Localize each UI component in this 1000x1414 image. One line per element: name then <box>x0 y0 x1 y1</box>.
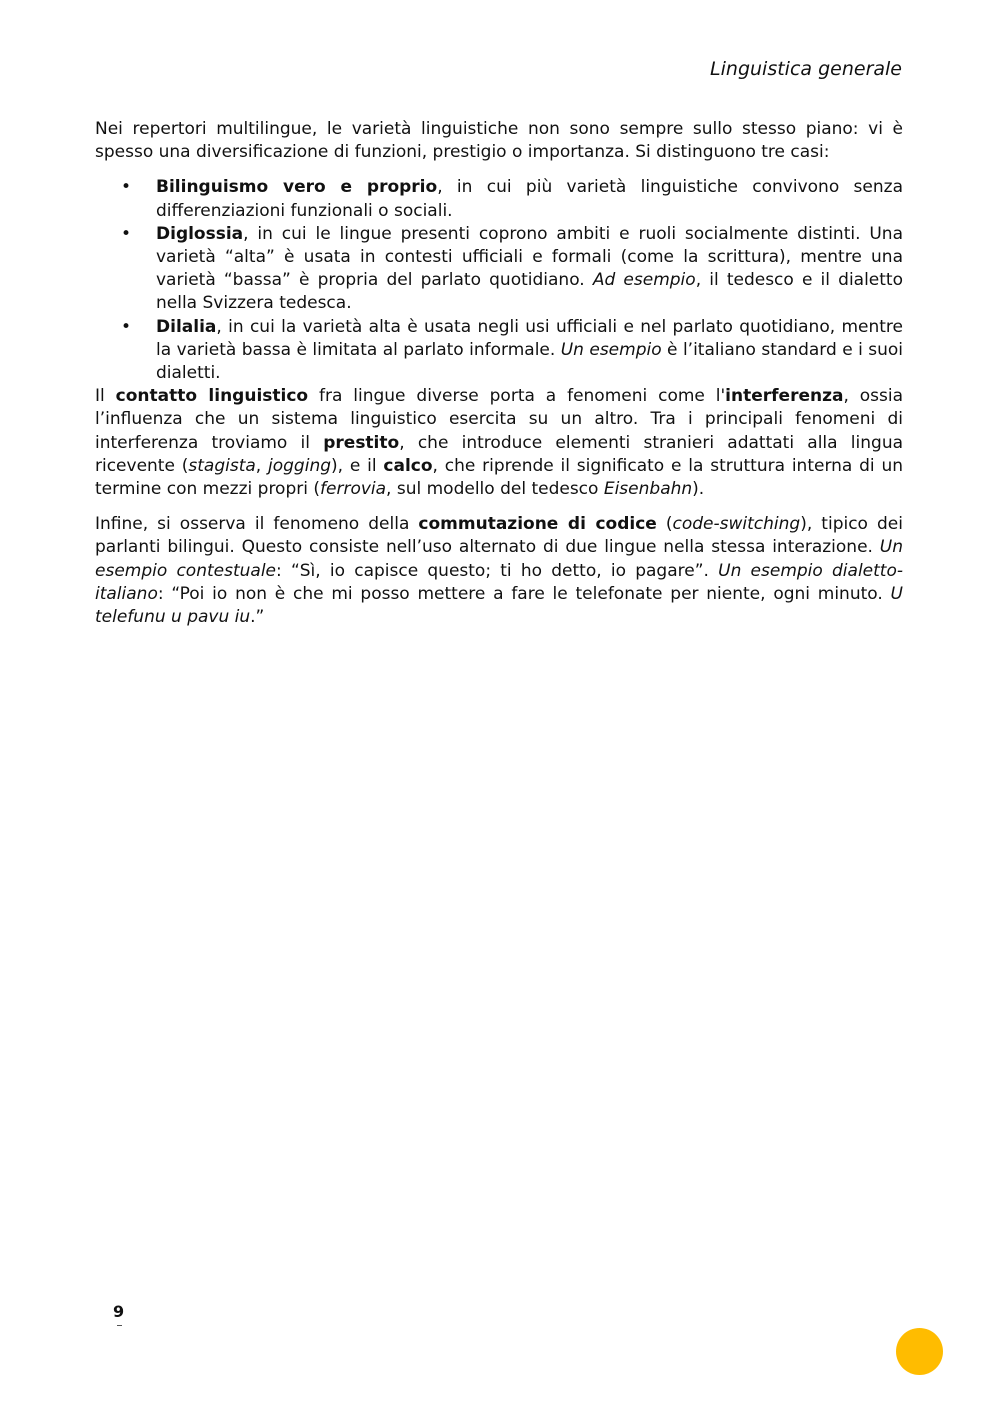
list-item-bilinguismo <box>121 176 903 222</box>
example-word: jogging <box>268 455 332 476</box>
text-run: , sul modello del tedesco <box>386 479 604 500</box>
example-label: Ad esempio <box>592 270 696 291</box>
text-run: ), tipico dei parlanti bilingui. Questo consiste nell’uso alternato di due lingue nella stessa interazione. <box>95 514 903 558</box>
text-run: ( <box>656 514 673 535</box>
example-label: Un esempio dialetto-italiano <box>95 560 903 604</box>
term-calco: calco <box>383 455 433 476</box>
term-diglossia: Diglossia <box>156 223 244 244</box>
decorative-dot-icon <box>896 1328 943 1375</box>
case-text: , in cui più varietà linguistiche convivono senza differenziazioni funzionali o sociali. <box>156 177 903 221</box>
bullet-icon: • <box>121 316 132 337</box>
page-number-tick <box>117 1325 122 1326</box>
cases-list <box>95 176 903 385</box>
example-word: Eisenbahn <box>603 479 693 500</box>
text-run: Il <box>95 386 116 407</box>
term-dilalia: Dilalia <box>156 316 217 337</box>
example-label: Un esempio contestuale <box>95 537 903 581</box>
text-run: fra lingue diverse porta a fenomeni come l' <box>308 386 726 407</box>
page-body <box>95 118 903 629</box>
text-run: : “Sì, io capisce questo; ti ho detto, io pagare”. <box>276 560 719 581</box>
term-bilinguismo: Bilinguismo vero e proprio <box>156 177 438 198</box>
term-prestito: prestito <box>323 432 400 453</box>
case-text: , il tedesco e il dialetto nella Svizzera tedesca. <box>156 270 904 314</box>
term-contatto-linguistico: contatto linguistico <box>115 386 309 407</box>
case-text: , in cui la varietà alta è usata negli usi ufficiali e nel parlato quotidiano, mentre la varietà bassa è limitata al parlato informale. <box>156 316 903 360</box>
example-quote: U telefunu u pavu iu <box>95 583 903 628</box>
text-run: .” <box>250 607 265 628</box>
text-run: ), e il <box>331 455 384 476</box>
text-run: , <box>255 455 269 476</box>
example-word: stagista <box>188 455 256 476</box>
term-commutazione-di-codice: commutazione di codice <box>418 514 657 535</box>
text-run: : “Poi io non è che mi posso mettere a fare le telefonate per niente, ogni minuto. <box>157 583 891 604</box>
list-item-dilalia <box>121 316 903 386</box>
text-run: , ossia l’influenza che un sistema linguistico esercita su un altro. Tra i principali fenomeni di interferenza troviamo il <box>95 386 903 453</box>
case-text: , in cui le lingue presenti coprono ambiti e ruoli socialmente distinti. Una varietà “alta” è usata in contesti ufficiali e formali (come la scrittura), mentre una varietà “bassa” è propria del parlato quotidiano. <box>156 223 903 291</box>
bullet-icon: • <box>121 177 132 198</box>
codeswitch-paragraph <box>95 513 903 629</box>
text-run: , che introduce elementi stranieri adattati alla lingua ricevente ( <box>95 432 904 476</box>
example-word: ferrovia <box>320 479 387 500</box>
contact-paragraph <box>95 385 903 501</box>
page-number: 9 <box>113 1302 125 1321</box>
term-code-switching: code-switching <box>672 514 801 535</box>
case-text: è l’italiano standard e i suoi dialetti. <box>156 339 903 384</box>
text-run: , che riprende il significato e la struttura interna di un termine con mezzi propri ( <box>95 455 904 500</box>
running-header: Linguistica generale <box>710 58 902 80</box>
text-run: ). <box>692 479 705 500</box>
list-item-diglossia <box>121 223 904 316</box>
intro-paragraph: Nei repertori multilingue, le varietà linguistiche non sono sempre sullo stesso piano: vi è spesso una diversificazione di funzioni, prestigio o importanza. Si distinguono tre casi: <box>95 119 903 163</box>
bullet-icon: • <box>121 223 132 244</box>
example-label: Un esempio <box>560 339 662 360</box>
term-interferenza: interferenza <box>725 386 844 407</box>
text-run: Infine, si osserva il fenomeno della <box>95 514 419 535</box>
